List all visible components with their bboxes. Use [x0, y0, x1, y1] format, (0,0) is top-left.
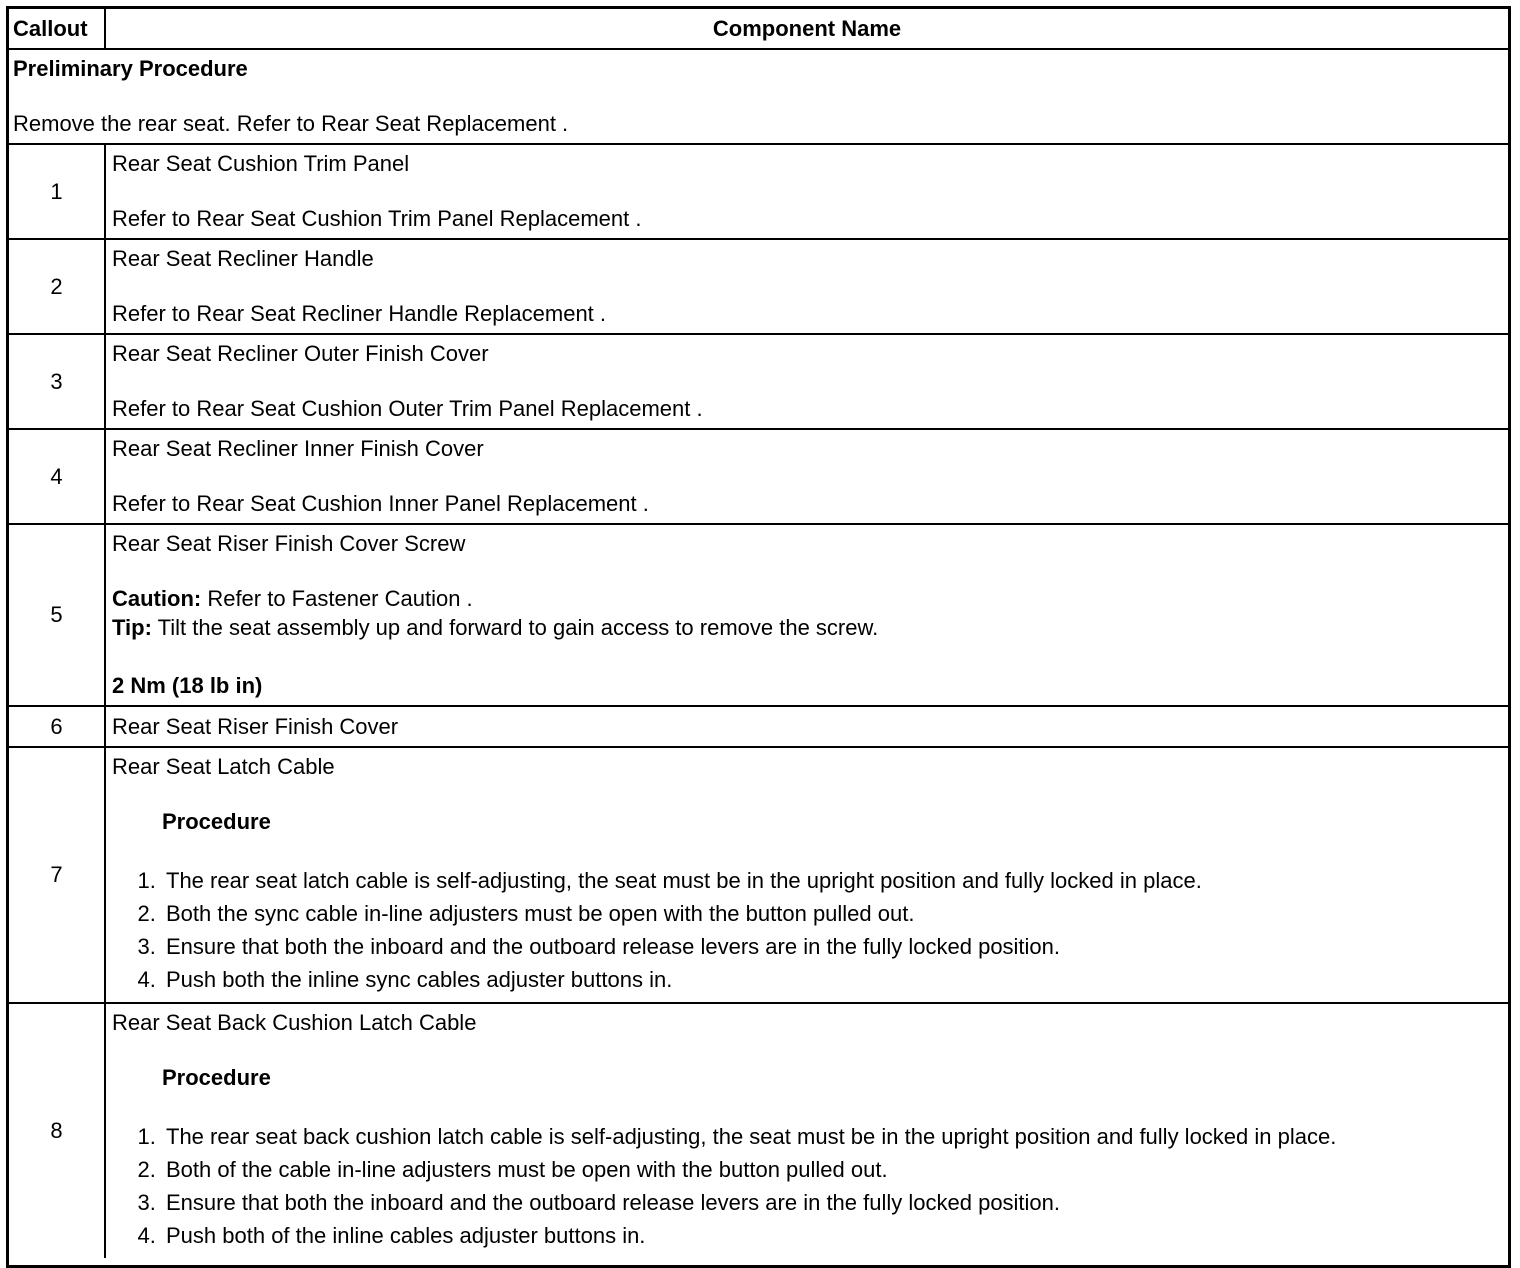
- component-reference: Refer to Rear Seat Cushion Trim Panel Replacement .: [112, 206, 642, 231]
- procedure-step: 3. Ensure that both the inboard and the outboard release levers are in the fully locked position.: [162, 1186, 1502, 1219]
- callout-number: 3: [9, 334, 105, 429]
- preliminary-text: Remove the rear seat. Refer to Rear Seat Replacement .: [13, 111, 569, 136]
- component-name: Rear Seat Back Cushion Latch Cable: [112, 1010, 477, 1035]
- component-name: Rear Seat Riser Finish Cover Screw: [112, 531, 466, 556]
- component-cell: [105, 239, 1508, 334]
- caution-note: [112, 586, 1502, 612]
- procedure-step: 1. The rear seat back cushion latch cable is self-adjusting, the seat must be in the upright position and fully locked in place.: [162, 1120, 1502, 1153]
- callout-number: 6: [9, 706, 105, 747]
- tip-label: Tip:: [112, 615, 152, 640]
- header-row: [9, 9, 1508, 49]
- component-name: Rear Seat Recliner Outer Finish Cover: [112, 341, 489, 366]
- component-cell: [105, 334, 1508, 429]
- table-row: [9, 1003, 1508, 1258]
- component-name: Rear Seat Riser Finish Cover: [112, 713, 399, 739]
- callout-number: 2: [9, 239, 105, 334]
- caution-label: Caution:: [112, 586, 202, 611]
- procedure-step: 4. Push both the inline sync cables adjuster buttons in.: [162, 963, 1502, 996]
- header-callout: Callout: [9, 9, 105, 49]
- table-row: [9, 524, 1508, 706]
- procedure-step: 2. Both the sync cable in-line adjusters must be open with the button pulled out.: [162, 897, 1502, 930]
- torque-spec: 2 Nm (18 lb in): [112, 673, 263, 698]
- table-row: [9, 334, 1508, 429]
- procedure-step: 4. Push both of the inline cables adjuster buttons in.: [162, 1219, 1502, 1252]
- preliminary-row: [9, 49, 1508, 144]
- procedure-step: 3. Ensure that both the inboard and the outboard release levers are in the fully locked position.: [162, 930, 1502, 963]
- preliminary-title: Preliminary Procedure: [13, 56, 248, 81]
- procedure-heading: Procedure: [162, 809, 271, 834]
- procedure-steps: [112, 864, 1502, 996]
- component-table: [9, 9, 1508, 1258]
- tip-text: Tilt the seat assembly up and forward to gain access to remove the screw.: [151, 615, 879, 640]
- table-row: [9, 706, 1508, 747]
- component-cell: [105, 747, 1508, 1003]
- component-cell: [105, 524, 1508, 706]
- callout-number: 4: [9, 429, 105, 524]
- table-row: [9, 144, 1508, 239]
- procedure-step: 2. Both of the cable in-line adjusters must be open with the button pulled out.: [162, 1153, 1502, 1186]
- callout-number: 1: [9, 144, 105, 239]
- table-row: [9, 239, 1508, 334]
- component-name: Rear Seat Cushion Trim Panel: [112, 151, 410, 176]
- preliminary-cell: [9, 49, 1508, 144]
- component-table-frame: [6, 6, 1511, 1268]
- component-reference: Refer to Rear Seat Cushion Inner Panel Replacement .: [112, 491, 649, 516]
- component-cell: [105, 706, 1508, 747]
- callout-number: 8: [9, 1003, 105, 1258]
- component-cell: [105, 1003, 1508, 1258]
- component-cell: [105, 144, 1508, 239]
- callout-number: 7: [9, 747, 105, 1003]
- component-name: Rear Seat Recliner Handle: [112, 246, 374, 271]
- header-component-name: Component Name: [105, 9, 1508, 49]
- component-name: Rear Seat Recliner Inner Finish Cover: [112, 436, 484, 461]
- component-reference: Refer to Rear Seat Recliner Handle Replacement .: [112, 301, 607, 326]
- tip-note: [112, 612, 1502, 644]
- procedure-step: 1. The rear seat latch cable is self-adjusting, the seat must be in the upright position and fully locked in place.: [162, 864, 1502, 897]
- procedure-steps: [112, 1120, 1502, 1252]
- component-reference: Refer to Rear Seat Cushion Outer Trim Panel Replacement .: [112, 396, 703, 421]
- procedure-heading: Procedure: [162, 1065, 271, 1090]
- callout-number: 5: [9, 524, 105, 706]
- caution-text: Refer to Fastener Caution .: [201, 586, 473, 611]
- component-cell: [105, 429, 1508, 524]
- table-row: [9, 429, 1508, 524]
- component-name: Rear Seat Latch Cable: [112, 754, 335, 779]
- table-row: [9, 747, 1508, 1003]
